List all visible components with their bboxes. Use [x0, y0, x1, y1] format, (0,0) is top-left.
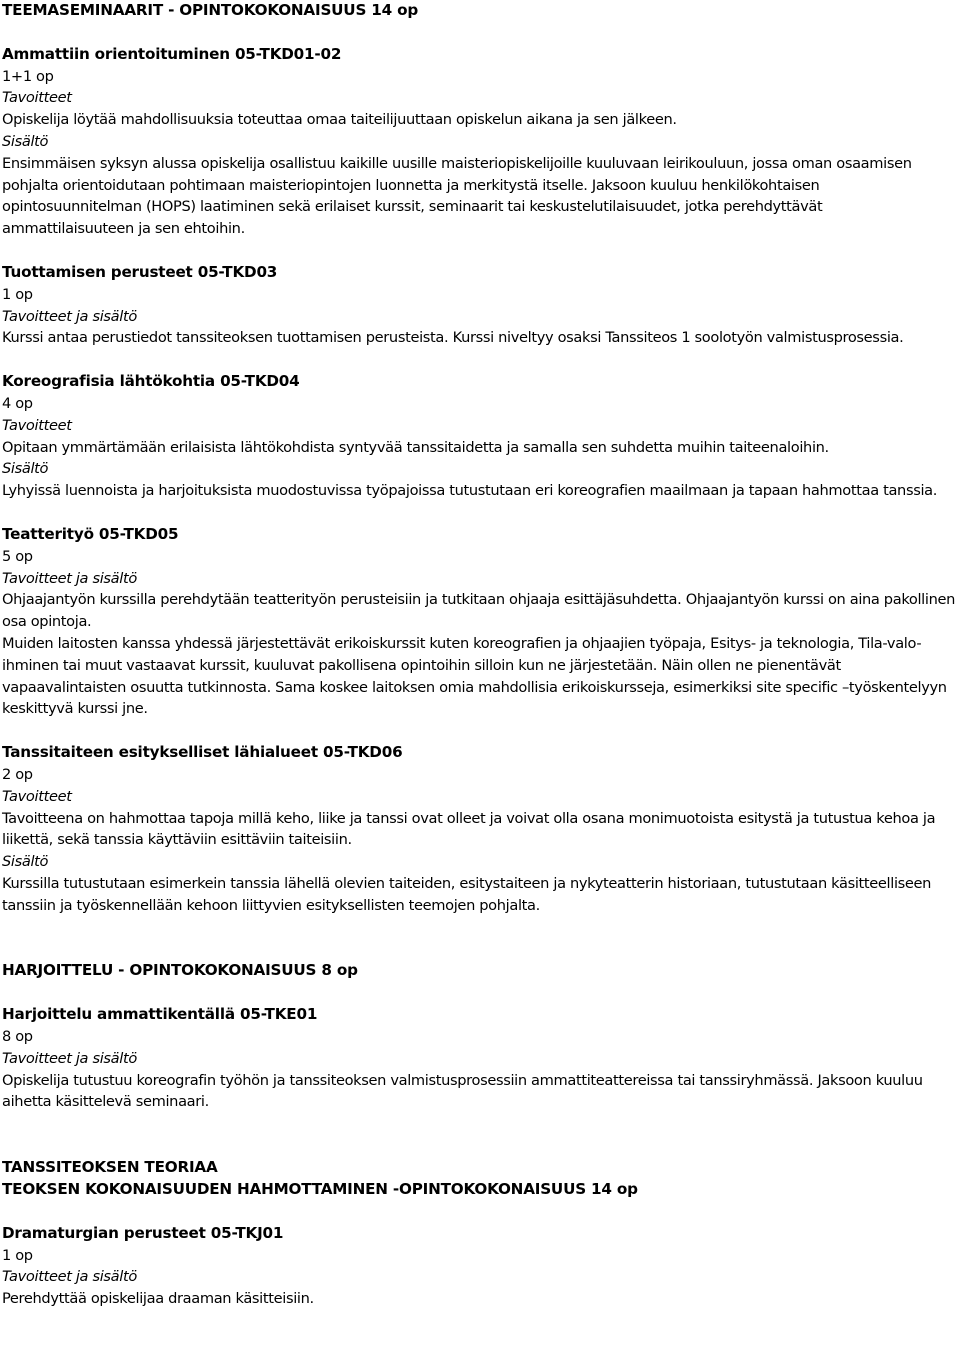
block-text: Muiden laitosten kanssa yhdessä järjestettävät erikoiskurssit kuten koreografien ja ohjaajien työpaja, Esitys- ja teknologia, Tila-valo-ihminen tai muut vastaavat kurssit, kuuluvat pakollisena opintoihin silloin kun ne järjestetään. Näin ollen ne pienentävät vapaavalintaisten osuutta tutkinnosta. Sama koskee laitoksen omia mahdollisia erikoiskursseja, esimerkiksi site specific –työskentelyyn keskittyvä kurssi jne.	[2, 634, 947, 718]
course-title: Koreografisia lähtökohtia 05-TKD04	[2, 372, 300, 391]
section-tanssiteoksen-teoriaa	[2, 1157, 958, 1310]
block-label: Tavoitteet	[2, 89, 72, 107]
course-title: Ammattiin orientoituminen 05-TKD01-02	[2, 44, 342, 63]
block-label: Tavoitteet ja sisältö	[2, 307, 137, 325]
course-tuottamisen-perusteet	[2, 262, 958, 349]
block-label: Sisältö	[2, 853, 49, 871]
block-label: Tavoitteet	[2, 416, 72, 434]
section-heading: TEEMASEMINAARIT - OPINTOKOKONAISUUS 14 op	[2, 1, 418, 19]
block-text: Opitaan ymmärtämään erilaisista lähtökohdista syntyvää tanssitaidetta ja samalla sen suhdetta muihin taiteenaloihin.	[2, 438, 829, 456]
block-text: Ohjaajantyön kurssilla perehdytään teatterityön perusteisiin ja tutkitaan ohjaaja esittäjäsuhdetta. Ohjaajantyön kurssi on aina pakollinen osa opintoja.	[2, 591, 956, 631]
document-page	[2, 0, 958, 1310]
section-subheading: TEOKSEN KOKONAISUUDEN HAHMOTTAMINEN -OPINTOKOKONAISUUS 14 op	[2, 1180, 638, 1199]
course-ammattiin-orientoituminen	[2, 44, 958, 240]
course-title: Dramaturgian perusteet 05-TKJ01	[2, 1223, 284, 1242]
course-title: Tuottamisen perusteet 05-TKD03	[2, 262, 278, 281]
block-text: Ensimmäisen syksyn alussa opiskelija osallistuu kaikille uusille maisteriopiskelijoille kuuluvaan leirikouluun, jossa oman osaamisen pohjalta orientoidutaan pohtimaan maisteriopintojen luonnetta ja merkitystä itselle. Jaksoon kuuluu henkilökohtaisen opintosuunnitelman (HOPS) laatiminen sekä erilaiset kurssit, seminaarit tai keskustelutilaisuudet, jotka perehdyttävät ammattilaisuuteen ja sen ehtoihin.	[2, 154, 912, 238]
section-teemaseminaarit	[2, 0, 958, 916]
block-label: Tavoitteet ja sisältö	[2, 1049, 137, 1067]
course-title: Teatterityö 05-TKD05	[2, 524, 179, 543]
section-harjoittelu	[2, 960, 958, 1113]
course-harjoittelu-ammattikentalla	[2, 1004, 958, 1113]
block-label: Sisältö	[2, 460, 49, 478]
course-credits: 2 op	[2, 765, 33, 783]
block-label: Tavoitteet ja sisältö	[2, 569, 137, 587]
course-credits: 1 op	[2, 285, 33, 303]
block-text: Kurssilla tutustutaan esimerkein tanssia lähellä olevien taiteiden, esitystaiteen ja nykyteatterin historiaan, tutustutaan käsitteelliseen tanssiin ja työskennellään kehoon liittyvien esityksellisten teemojen pohjalta.	[2, 874, 932, 914]
block-text: Perehdyttää opiskelijaa draaman käsitteisiin.	[2, 1290, 314, 1308]
course-title: Tanssitaiteen esitykselliset lähialueet 05-TKD06	[2, 743, 403, 762]
section-heading: TANSSITEOKSEN TEORIAA	[2, 1158, 218, 1177]
course-credits: 1 op	[2, 1246, 33, 1264]
course-credits: 1+1 op	[2, 67, 54, 85]
course-title: Harjoittelu ammattikentällä 05-TKE01	[2, 1005, 318, 1024]
block-label: Sisältö	[2, 132, 49, 150]
section-heading: HARJOITTELU - OPINTOKOKONAISUUS 8 op	[2, 961, 358, 980]
block-text: Opiskelija löytää mahdollisuuksia toteuttaa omaa taiteilijuuttaan opiskelun aikana ja sen jälkeen.	[2, 111, 677, 129]
course-koreografisia-lahtokohtia	[2, 371, 958, 502]
block-text: Opiskelija tutustuu koreografin työhön ja tanssiteoksen valmistusprosessiin ammattiteattereissa tai tanssiryhmässä. Jaksoon kuuluu aihetta käsittelevä seminaari.	[2, 1071, 923, 1111]
course-teatterityo	[2, 524, 958, 720]
block-text: Kurssi antaa perustiedot tanssiteoksen tuottamisen perusteista. Kurssi niveltyy osaksi Tanssiteos 1 soolotyön valmistusprosessia.	[2, 329, 904, 347]
block-text: Tavoitteena on hahmottaa tapoja millä keho, liike ja tanssi ovat olleet ja voivat olla osana monimuotoista esitystä ja tutustua kehoa ja liikettä, sekä tanssia käyttäviin esittäviin taiteisiin.	[2, 809, 936, 849]
course-credits: 5 op	[2, 547, 33, 565]
course-credits: 4 op	[2, 394, 33, 412]
block-label: Tavoitteet ja sisältö	[2, 1268, 137, 1286]
block-text: Lyhyissä luennoista ja harjoituksista muodostuvissa työpajoissa tutustutaan eri koreografien maailmaan ja tapaan hahmottaa tanssia.	[2, 482, 938, 500]
course-dramaturgian-perusteet	[2, 1223, 958, 1310]
course-tanssitaiteen-esitykselliset-lahialueet	[2, 742, 958, 916]
course-credits: 8 op	[2, 1028, 33, 1046]
block-label: Tavoitteet	[2, 787, 72, 805]
